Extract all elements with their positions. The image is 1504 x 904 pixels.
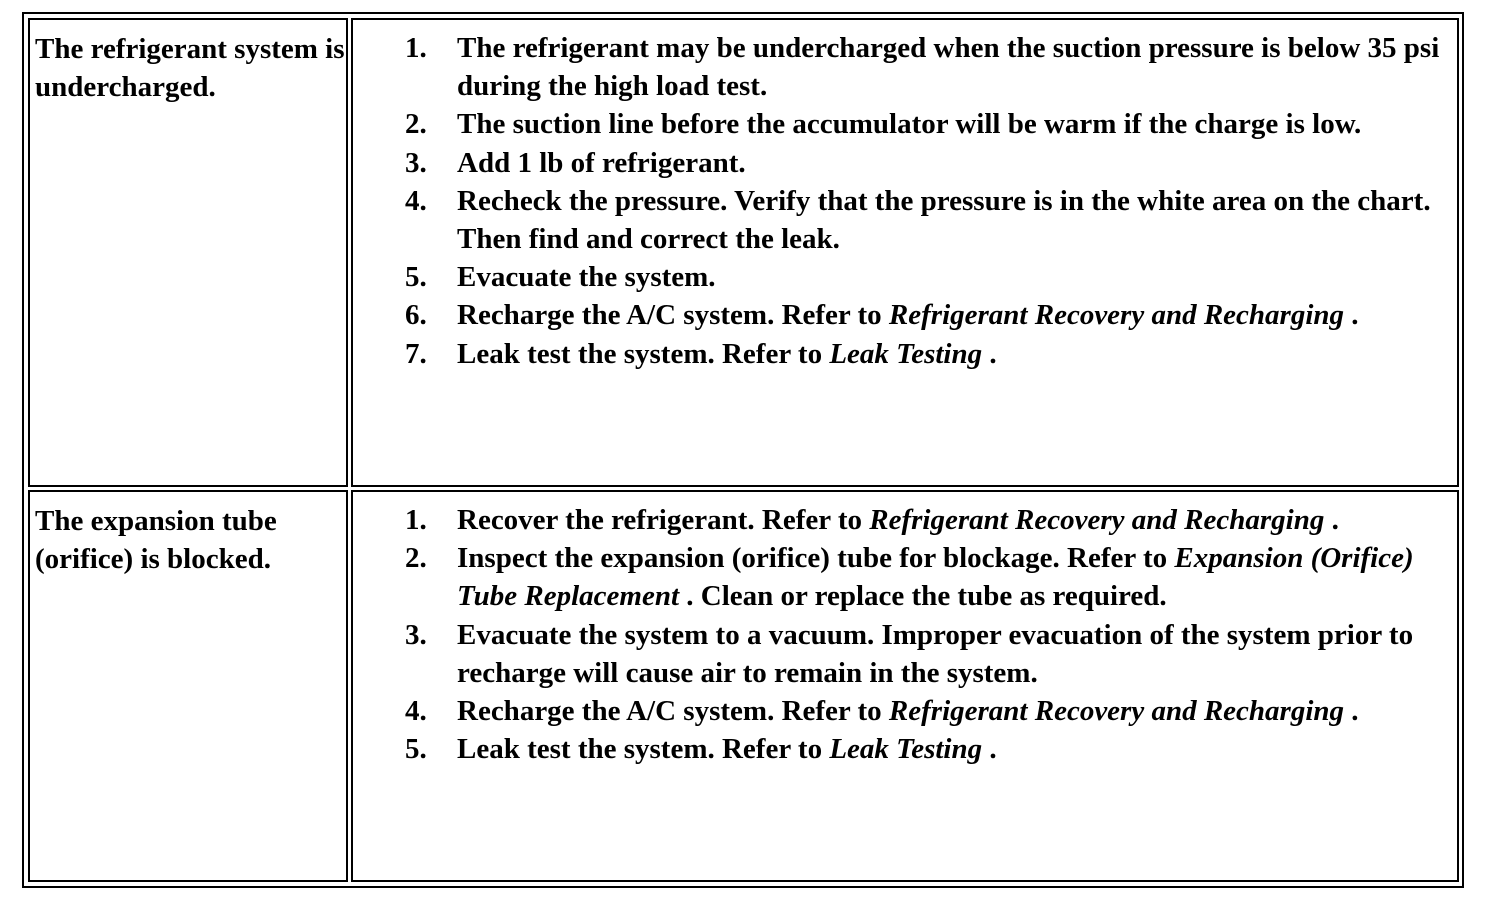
diagnosis-table: [22, 12, 1464, 888]
step-item: [353, 182, 1457, 258]
step-text: Recheck the pressure. Verify that the pressure is in the white area on the chart. Then find and correct the leak.: [457, 184, 1431, 256]
step-number: 4.: [405, 184, 427, 217]
step-text-after: .: [1344, 299, 1359, 332]
step-item: [353, 501, 1457, 539]
step-item: [353, 692, 1457, 730]
step-number: 1.: [405, 32, 427, 64]
step-text-after: .: [982, 733, 997, 766]
step-item: [353, 29, 1457, 105]
step-text: Recharge the A/C system. Refer to: [457, 695, 889, 728]
step-text-after: .: [1344, 695, 1359, 728]
step-text: Recover the refrigerant. Refer to: [457, 504, 870, 536]
step-item: [353, 616, 1457, 692]
step-number: 7.: [405, 337, 427, 370]
reference-link[interactable]: Leak Testing: [829, 337, 983, 370]
step-text: Add 1 lb of refrigerant.: [457, 146, 746, 179]
step-list: [353, 492, 1457, 768]
step-list: [353, 20, 1457, 373]
reference-link[interactable]: Refrigerant Recovery and Recharging: [888, 695, 1345, 728]
step-text: Leak test the system. Refer to: [457, 733, 830, 766]
step-number: 1.: [405, 504, 427, 536]
step-number: 2.: [405, 108, 427, 141]
step-item: [353, 258, 1457, 296]
reference-link[interactable]: Refrigerant Recovery and Recharging: [869, 504, 1325, 536]
step-text: The refrigerant may be undercharged when the suction pressure is below 35 psi during the high load test.: [457, 32, 1440, 103]
step-text-after: .: [982, 337, 997, 370]
step-text: The suction line before the accumulator will be warm if the charge is low.: [457, 108, 1362, 141]
action-cell-undercharged: [351, 18, 1459, 487]
step-text: Evacuate the system to a vacuum. Improper evacuation of the system prior to recharge will cause air to remain in the system.: [457, 618, 1414, 689]
step-item: [353, 730, 1457, 768]
action-cell-blocked-tube: [351, 490, 1459, 882]
reference-link[interactable]: Refrigerant Recovery and Recharging: [888, 299, 1345, 332]
step-item: [353, 335, 1457, 373]
step-number: 3.: [405, 618, 427, 651]
step-text: Recharge the A/C system. Refer to: [457, 299, 889, 332]
step-number: 5.: [405, 261, 427, 294]
step-item: [353, 539, 1457, 615]
reference-link[interactable]: Leak Testing: [829, 733, 983, 766]
step-number: 3.: [405, 146, 427, 179]
condition-cell-undercharged: [28, 18, 348, 487]
condition-text: The refrigerant system is undercharged.: [35, 33, 345, 103]
step-number: 5.: [405, 733, 427, 766]
step-number: 4.: [405, 695, 427, 728]
step-item: [353, 144, 1457, 182]
step-text-after: . Clean or replace the tube as required.: [679, 580, 1167, 613]
step-text: Evacuate the system.: [457, 261, 716, 294]
reference-link[interactable]: Expansion (Orifice) Tube Replacement: [457, 542, 1414, 613]
step-text: Inspect the expansion (orifice) tube for blockage. Refer to: [457, 542, 1175, 575]
condition-cell-blocked-tube: [28, 490, 348, 882]
step-number: 2.: [405, 542, 427, 575]
step-text-after: .: [1324, 504, 1339, 536]
condition-text: The expansion tube (orifice) is blocked.: [35, 505, 277, 575]
step-text: Leak test the system. Refer to: [457, 337, 830, 370]
step-item: [353, 296, 1457, 334]
step-item: [353, 105, 1457, 143]
step-number: 6.: [405, 299, 427, 332]
